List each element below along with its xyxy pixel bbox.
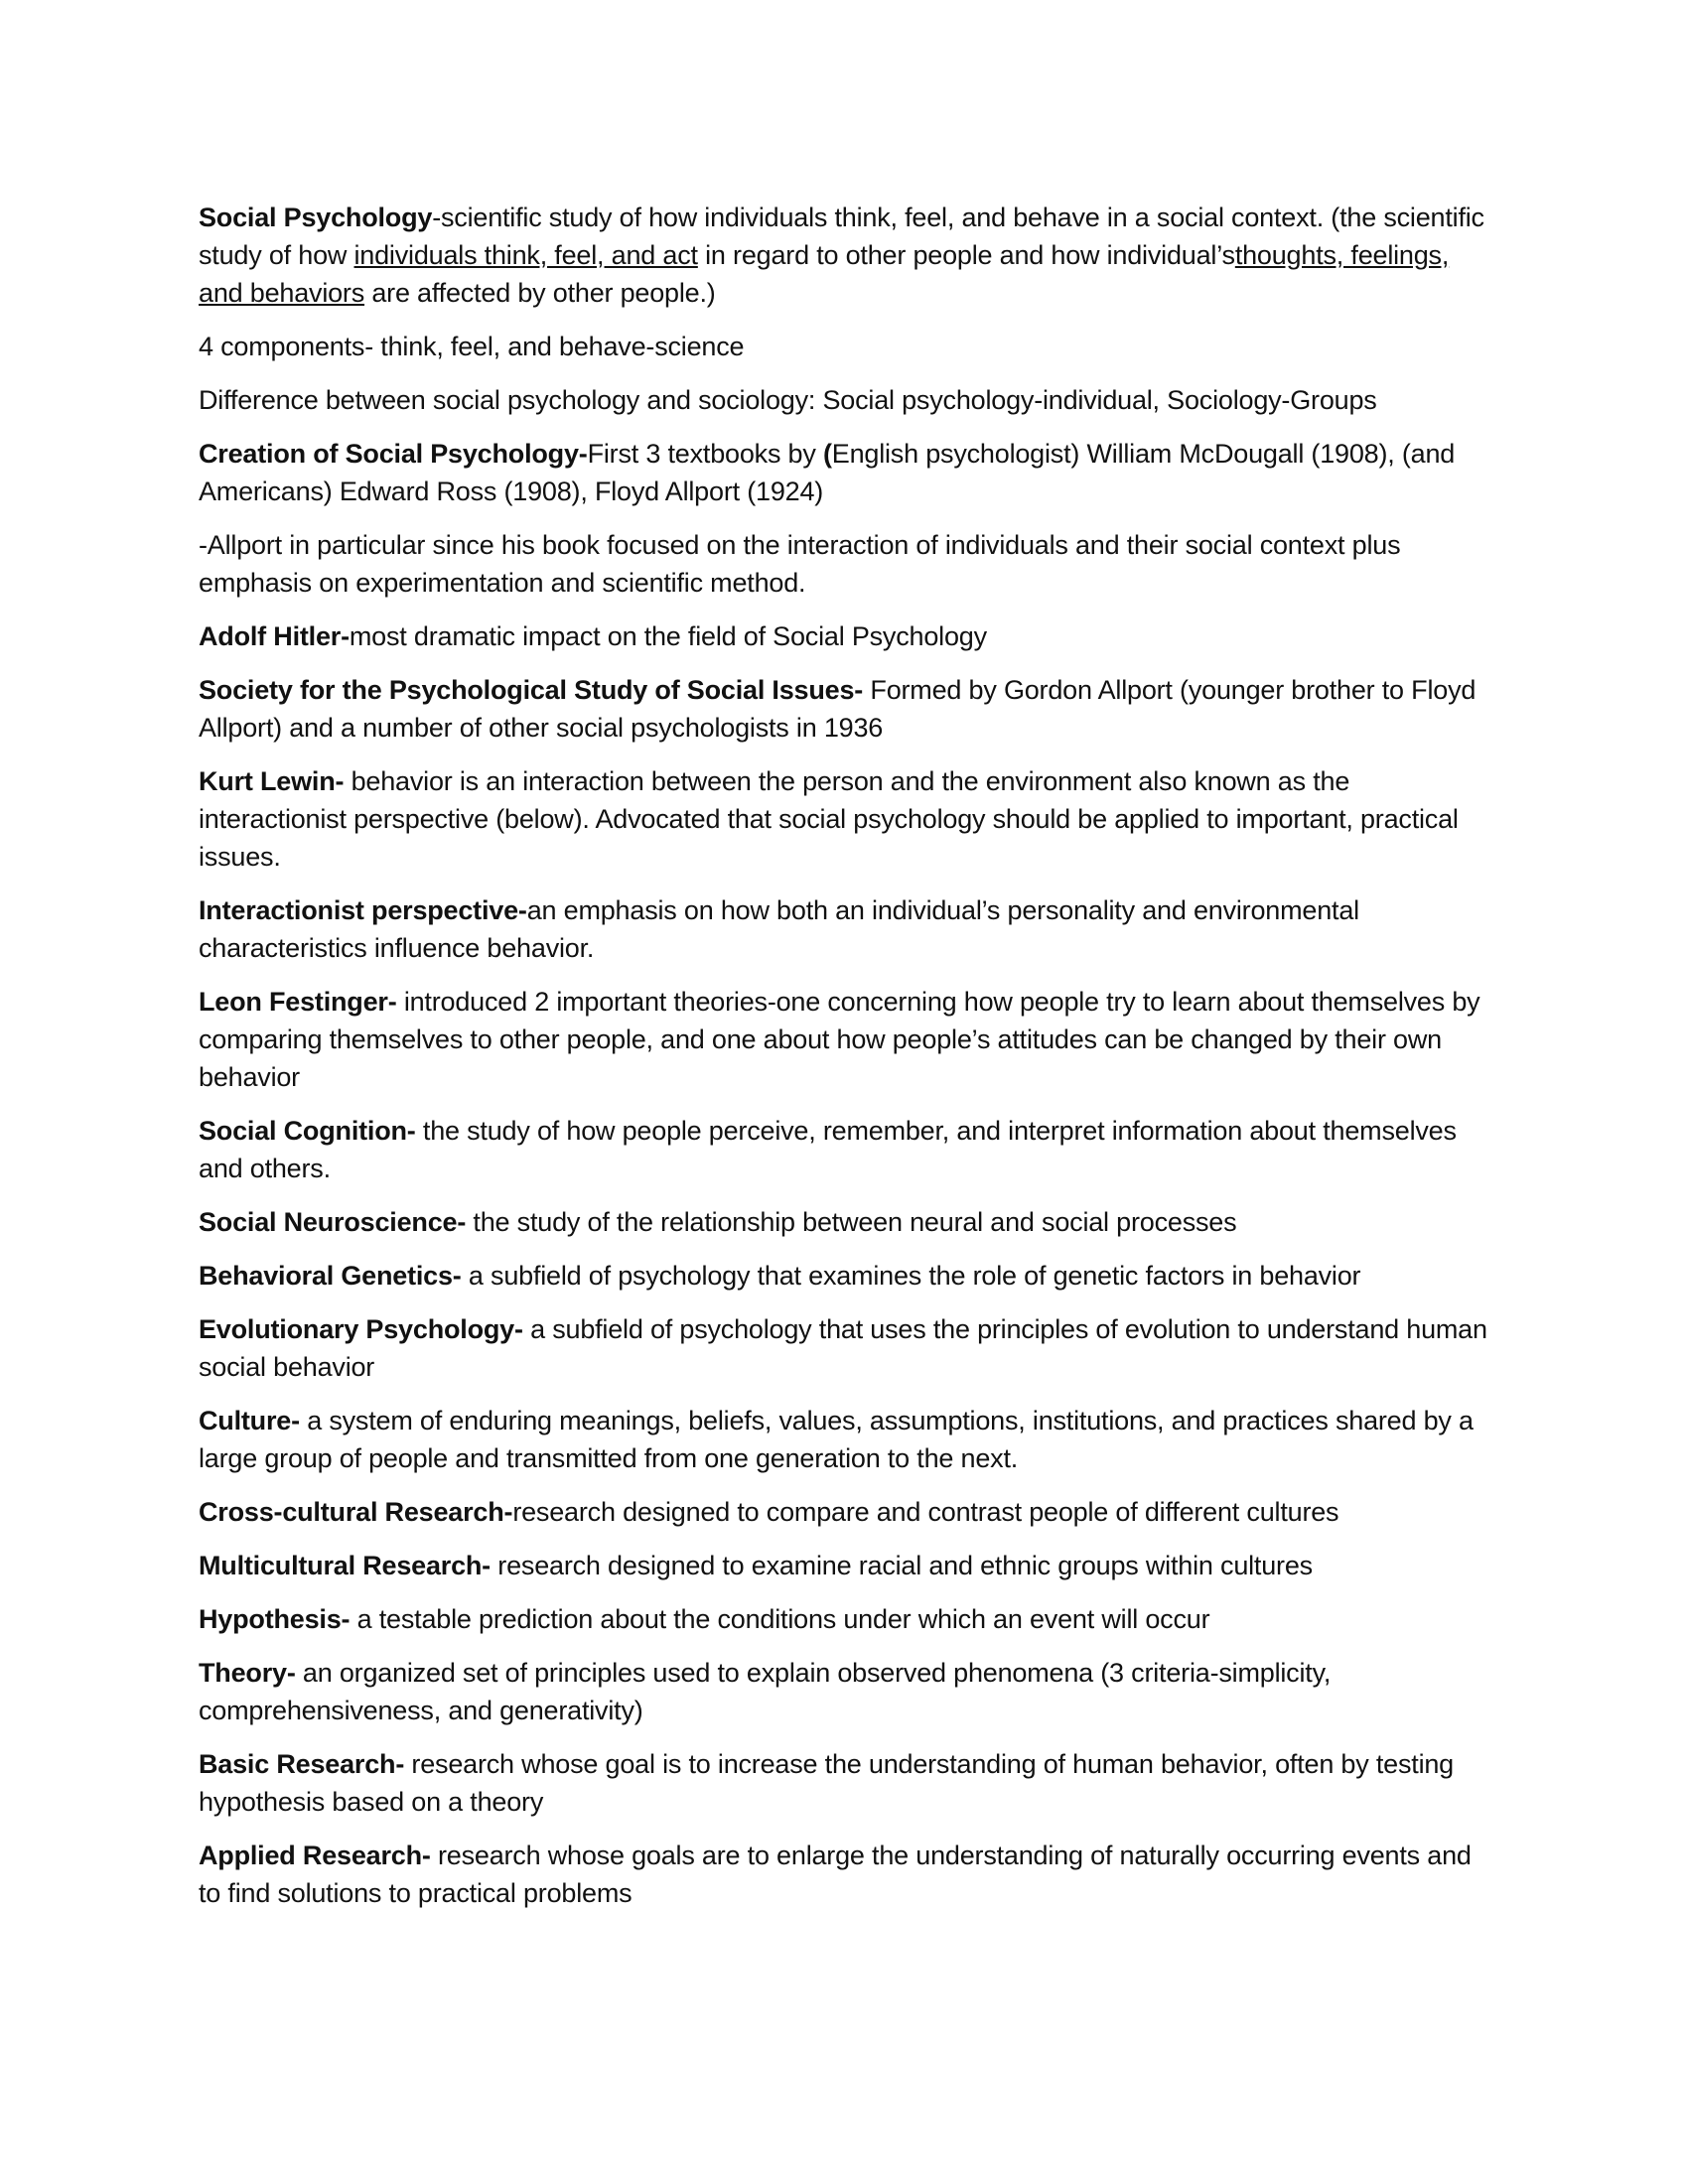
- definition-text: research designed to compare and contrast people of different cultures: [512, 1497, 1339, 1527]
- bold-paren: (: [822, 439, 832, 469]
- term: Leon Festinger-: [199, 987, 397, 1017]
- definition-text: a subfield of psychology that examines the role of genetic factors in behavior: [461, 1261, 1361, 1291]
- definition-text: Formed by Gordon Allport (younger brother to Floyd Allport) and a number of other social psychologists in 1936: [199, 675, 1477, 743]
- definition-text: a testable prediction about the conditions under which an event will occur: [350, 1604, 1210, 1634]
- term: Multicultural Research-: [199, 1551, 491, 1580]
- note-text: -Allport in particular since his book focused on the interaction of individuals and their social context plus emphasis on experimentation and scientific method.: [199, 530, 1401, 598]
- definition-text: research whose goal is to increase the understanding of human behavior, often by testing hypothesis based on a theory: [199, 1749, 1454, 1817]
- definition-basic-research: [199, 1745, 1494, 1821]
- note-components: [199, 328, 1494, 365]
- term: Behavioral Genetics-: [199, 1261, 462, 1291]
- underlined-text: thoughts, feelings, and behaviors: [199, 240, 1450, 308]
- term: Adolf Hitler-: [199, 621, 350, 651]
- term: Society for the Psychological Study of Social Issues-: [199, 675, 864, 705]
- definition-festinger: [199, 983, 1494, 1096]
- term: Culture-: [199, 1406, 300, 1435]
- definition-hitler: [199, 617, 1494, 655]
- definition-text: in regard to other people and how individual’s: [697, 240, 1235, 270]
- note-difference: [199, 381, 1494, 419]
- definition-text: -scientific study of how individuals think, feel, and behave in a social context. (the scientific study of how: [199, 203, 1484, 270]
- definition-text: First 3 textbooks by: [587, 439, 823, 469]
- definition-text: behavior is an interaction between the person and the environment also known as the interactionist perspective (below). Advocated that social psychology should be applied to important, practical issues.: [199, 766, 1459, 872]
- definition-applied-research: [199, 1837, 1494, 1912]
- definition-text: a system of enduring meanings, beliefs, values, assumptions, institutions, and practices shared by a large group of people and transmitted from one generation to the next.: [199, 1406, 1474, 1473]
- definition-text: an organized set of principles used to explain observed phenomena (3 criteria-simplicity, comprehensiveness, and generativity): [199, 1658, 1332, 1725]
- definition-evolutionary-psychology: [199, 1310, 1494, 1386]
- definition-social-neuroscience: [199, 1203, 1494, 1241]
- note-allport: [199, 526, 1494, 602]
- document-page: [199, 199, 1494, 1928]
- term: Social Neuroscience-: [199, 1207, 467, 1237]
- definition-text: most dramatic impact on the field of Social Psychology: [349, 621, 987, 651]
- definition-text: research designed to examine racial and ethnic groups within cultures: [490, 1551, 1313, 1580]
- definition-culture: [199, 1402, 1494, 1477]
- term: Creation of Social Psychology-: [199, 439, 588, 469]
- definition-creation: [199, 435, 1494, 510]
- note-text: Difference between social psychology and sociology: Social psychology-individual, Sociology-Groups: [199, 385, 1377, 415]
- note-text: 4 components- think, feel, and behave-science: [199, 332, 745, 361]
- term: Interactionist perspective-: [199, 895, 527, 925]
- term: Social Cognition-: [199, 1116, 416, 1146]
- definition-text: the study of how people perceive, remember, and interpret information about themselves and others.: [199, 1116, 1457, 1183]
- definition-lewin: [199, 762, 1494, 876]
- term: Kurt Lewin-: [199, 766, 345, 796]
- definition-text: research whose goals are to enlarge the understanding of naturally occurring events and to find solutions to practical problems: [199, 1841, 1472, 1908]
- definition-social-psychology: [199, 199, 1494, 312]
- definition-theory: [199, 1654, 1494, 1729]
- definition-multicultural: [199, 1547, 1494, 1584]
- term: Theory-: [199, 1658, 296, 1688]
- term: Evolutionary Psychology-: [199, 1314, 523, 1344]
- definition-text: a subfield of psychology that uses the principles of evolution to understand human social behavior: [199, 1314, 1487, 1382]
- definition-text: an emphasis on how both an individual’s personality and environmental characteristics influence behavior.: [199, 895, 1359, 963]
- definition-interactionist: [199, 891, 1494, 967]
- definition-hypothesis: [199, 1600, 1494, 1638]
- definition-spssi: [199, 671, 1494, 747]
- term: Applied Research-: [199, 1841, 431, 1870]
- term: Cross-cultural Research-: [199, 1497, 513, 1527]
- term: Hypothesis-: [199, 1604, 351, 1634]
- term: Basic Research-: [199, 1749, 405, 1779]
- definition-text: the study of the relationship between neural and social processes: [466, 1207, 1237, 1237]
- definition-text: are affected by other people.): [364, 278, 716, 308]
- underlined-text: individuals think, feel, and act: [353, 240, 698, 270]
- definition-cross-cultural: [199, 1493, 1494, 1531]
- definition-text: English psychologist) William McDougall (1908), (and Americans) Edward Ross (1908), Floyd Allport (1924): [199, 439, 1456, 506]
- definition-social-cognition: [199, 1112, 1494, 1187]
- definition-behavioral-genetics: [199, 1257, 1494, 1295]
- definition-text: introduced 2 important theories-one concerning how people try to learn about themselves by comparing themselves to other people, and one about how people’s attitudes can be changed by their own behavior: [199, 987, 1480, 1092]
- term: Social Psychology: [199, 203, 433, 232]
